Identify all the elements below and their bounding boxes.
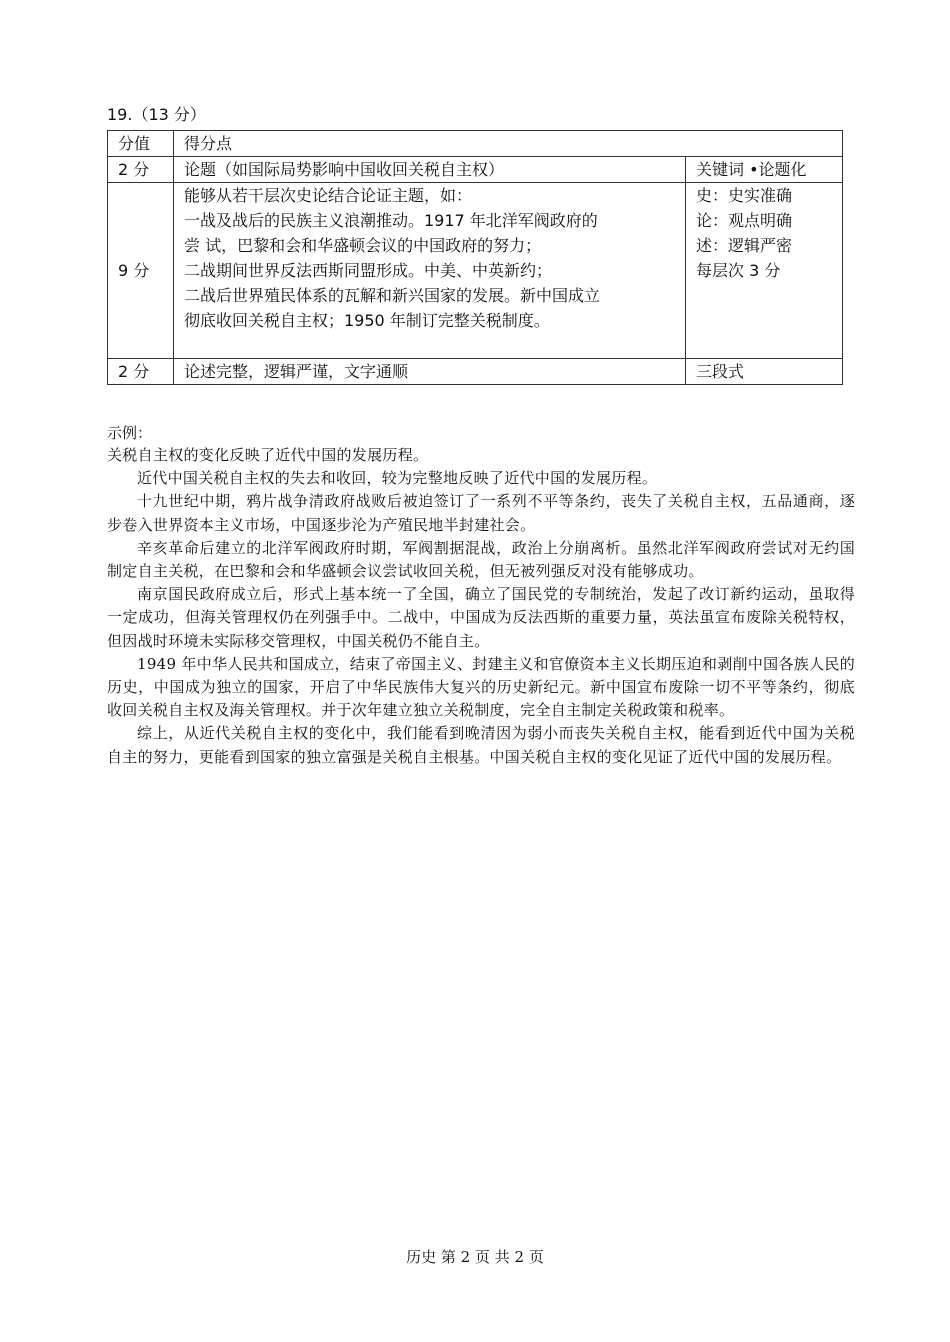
table-row xyxy=(108,359,843,385)
question-heading: 19.（13 分） xyxy=(107,105,206,124)
criteria-cell xyxy=(174,183,686,359)
example-essay xyxy=(107,444,855,769)
table-row xyxy=(108,157,843,183)
example-label: 示例： xyxy=(107,424,153,442)
essay-paragraph: 十九世纪中期，鸦片战争清政府战败后被迫签订了一系列不平等条约，丧失了关税自主权，五品通商，逐步卷入世界资本主义市场，中国逐步沦为产殖民地半封建社会。 xyxy=(107,492,855,534)
criteria-line: 二战期间世界反法西斯同盟形成。中美、中英新约； xyxy=(184,261,553,280)
note-line: 史：史实准确 xyxy=(696,186,793,205)
criteria-cell: 论题（如国际局势影响中国收回关税自主权） xyxy=(174,157,686,183)
table-header-row xyxy=(108,131,843,157)
note-cell xyxy=(686,183,843,359)
note-line: 述：逻辑严密 xyxy=(696,236,793,255)
note-cell: 关键词 •论题化 xyxy=(686,157,843,183)
essay-paragraph: 近代中国关税自主权的失去和收回，较为完整地反映了近代中国的发展历程。 xyxy=(137,469,658,488)
criteria-line: 一战及战后的民族主义浪潮推动。1917 年北洋军阀政府的 xyxy=(184,211,598,230)
essay-title: 关税自主权的变化反映了近代中国的发展历程。 xyxy=(107,446,429,464)
essay-paragraph: 辛亥革命后建立的北洋军阀政府时期，军阀割据混战，政治上分崩离析。虽然北洋军阀政府尝试对无约国制定自主关税，在巴黎和会和华盛顿会议尝试收回关税，但无被列强反对没有能够成功。 xyxy=(107,538,855,581)
essay-paragraph: 1949 年中华人民共和国成立，结束了帝国主义、封建主义和官僚资本主义长期压迫和剥削中国各族人民的历史，中国成为独立的国家，开启了中华民族伟大复兴的历史新纪元。新中国宣布废除一切不平等条约，彻底收回关税自主权及海关管理权。并于次年建立独立关税制度，完全自主制定关税政策和税率。 xyxy=(107,654,855,720)
criteria-line: 能够从若干层次史论结合论证主题，如： xyxy=(184,186,473,205)
criteria-cell: 论述完整，逻辑严谨，文字通顺 xyxy=(174,359,686,385)
note-line: 每层次 3 分 xyxy=(696,261,781,280)
scoring-table xyxy=(107,130,843,385)
table-row xyxy=(108,183,843,359)
points-cell: 2 分 xyxy=(108,359,174,385)
criteria-line: 尝 试，巴黎和会和华盛顿会议的中国政府的努力； xyxy=(184,236,542,255)
criteria-line: 彻底收回关税自主权；1950 年制订完整关税制度。 xyxy=(184,311,550,330)
points-cell: 9 分 xyxy=(108,183,174,359)
essay-paragraph: 综上，从近代关税自主权的变化中，我们能看到晚清因为弱小而丧失关税自主权，能看到近代中国为关税自主的努力，更能看到国家的独立富强是关税自主根基。中国关税自主权的变化见证了近代中国的发展历程。 xyxy=(107,724,855,766)
note-cell: 三段式 xyxy=(686,359,843,385)
points-cell: 2 分 xyxy=(108,157,174,183)
criteria-line: 二战后世界殖民体系的瓦解和新兴国家的发展。新中国成立 xyxy=(184,286,601,305)
note-line: 论：观点明确 xyxy=(696,211,793,230)
page-footer: 历史 第 2 页 共 2 页 xyxy=(406,1248,544,1266)
header-criteria-cell: 得分点 xyxy=(174,131,843,157)
header-points-cell: 分值 xyxy=(108,131,174,157)
essay-paragraph: 南京国民政府成立后，形式上基本统一了全国，确立了国民党的专制统治，发起了改订新约运动，虽取得一定成功，但海关管理权仍在列强手中。二战中，中国成为反法西斯的重要力量，英法虽宣布废除关税特权，但因战时环境未实际移交管理权，中国关税仍不能自主。 xyxy=(107,585,855,650)
